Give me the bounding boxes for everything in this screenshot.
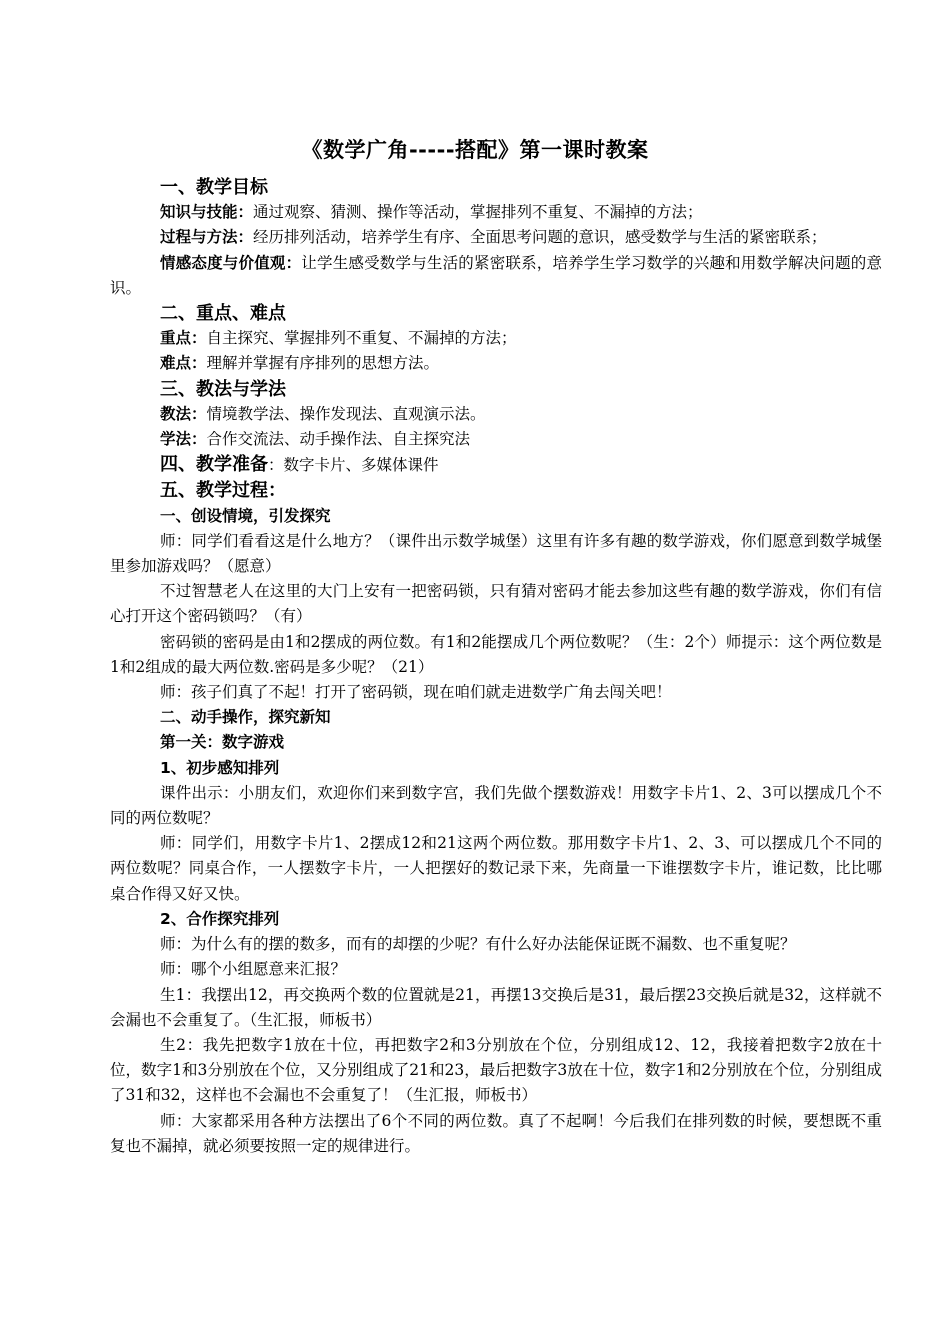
section-heading-keypoints: 二、重点、难点: [160, 303, 286, 325]
learning-method-label: 学法：: [160, 430, 207, 449]
paragraph: 师：为什么有的摆的数多，而有的却摆的少呢？有什么好办法能保证既不漏数、也不重复呢？: [160, 935, 796, 954]
objective-emotion-text: 让学生感受数学与生活的紧密联系，培养学生学习数学的兴趣和用数学解决问题的意识。: [110, 253, 882, 297]
paragraph: 课件出示：小朋友们，欢迎你们来到数字宫，我们先做个摆数游戏！用数字卡片1、2、3可以摆成几个不同的两位数呢？: [110, 783, 882, 828]
section-heading-methods: 三、教法与学法: [160, 378, 286, 400]
section-heading-process: 五、教学过程：: [160, 480, 286, 502]
paragraph: 师：孩子们真了不起！打开了密码锁，现在咱们就走进数学广角去闯关吧！: [160, 683, 672, 702]
teaching-method: [110, 402, 882, 427]
objective-process: [110, 225, 882, 250]
process-part-1-heading: 一、创设情境，引发探究: [160, 506, 331, 525]
objective-emotion-label: 情感态度与价值观：: [160, 253, 302, 272]
paragraph: 师：同学们看看这是什么地方？（课件出示数学城堡）这里有许多有趣的数学游戏，你们愿意到数学城堡里参加游戏吗？（愿意）: [110, 531, 882, 576]
objective-process-text: 经历排列活动，培养学生有序、全面思考问题的意识，感受数学与生活的紧密联系；: [253, 228, 827, 247]
preparation-text: ：数字卡片、多媒体课件: [268, 456, 439, 475]
key-point-label: 重点：: [160, 329, 207, 348]
key-point-text: 自主探究、掌握排列不重复、不漏掉的方法；: [206, 329, 517, 348]
objective-emotion: [110, 251, 882, 301]
objective-process-label: 过程与方法：: [160, 228, 254, 247]
objective-knowledge-label: 知识与技能：: [160, 203, 254, 222]
difficult-point-label: 难点：: [160, 354, 207, 373]
paragraph: 师：同学们，用数字卡片1、2摆成12和21这两个两位数。那用数字卡片1、2、3、可以摆成几个不同的两位数呢？同桌合作，一人摆数字卡片，一人把摆好的数记录下来，先商量一下谁摆数字卡片，谁记数，比比哪桌合作得又好又快。: [110, 834, 882, 903]
paragraph: 师：哪个小组愿意来汇报？: [160, 960, 347, 979]
document-title: 《数学广角-----搭配》第一课时教案: [301, 138, 649, 162]
level-1-heading: 第一关：数字游戏: [160, 733, 285, 752]
paragraph: 密码锁的密码是由1和2摆成的两位数。有1和2能摆成几个两位数呢？（生：2个）师提示：这个两位数是1和2组成的最大两位数.密码是多少呢？（21）: [110, 632, 882, 676]
key-point: [110, 326, 882, 351]
difficult-point: [110, 351, 882, 376]
objective-knowledge: [110, 200, 882, 225]
paragraph: 师：大家都采用各种方法摆出了6个不同的两位数。真了不起啊！今后我们在排列数的时候，要想既不重复也不漏掉，就必须要按照一定的规律进行。: [110, 1111, 882, 1155]
subsection-2-heading: 2、合作探究排列: [160, 909, 280, 928]
paragraph: 不过智慧老人在这里的大门上安有一把密码锁，只有猜对密码才能去参加这些有趣的数学游戏，你们有信心打开这个密码锁吗？（有）: [110, 582, 882, 626]
teaching-method-label: 教法：: [160, 404, 207, 423]
learning-method-text: 合作交流法、动手操作法、自主探究法: [206, 430, 471, 449]
learning-method: [110, 427, 882, 452]
paragraph: 生2：我先把数字1放在十位，再把数字2和3分别放在个位，分别组成12、12，我接着把数字2放在十位，数字1和3分别放在个位，又分别组成了21和23，最后把数字3放在十位，数字1和2分别放在个位，分别组成了31和32，这样也不会漏也不会重复了！（生汇报，师板书）: [110, 1035, 882, 1105]
teaching-method-text: 情境教学法、操作发现法、直观演示法。: [206, 404, 486, 423]
subsection-1-heading: 1、初步感知排列: [160, 758, 280, 777]
section-heading-preparation: 四、教学准备: [160, 454, 268, 476]
process-part-2-heading: 二、动手操作，探究新知: [160, 708, 331, 727]
objective-knowledge-text: 通过观察、猜测、操作等活动，掌握排列不重复、不漏掉的方法；: [253, 203, 703, 222]
preparation: [110, 452, 882, 478]
paragraph: 生1：我摆出12，再交换两个数的位置就是21，再摆13交换后是31，最后摆23交换后就是32，这样就不会漏也不会重复了。（生汇报，师板书）: [110, 985, 882, 1029]
section-heading-objectives: 一、教学目标: [160, 177, 268, 198]
document-body: [110, 175, 882, 1159]
difficult-point-text: 理解并掌握有序排列的思想方法。: [206, 354, 440, 373]
